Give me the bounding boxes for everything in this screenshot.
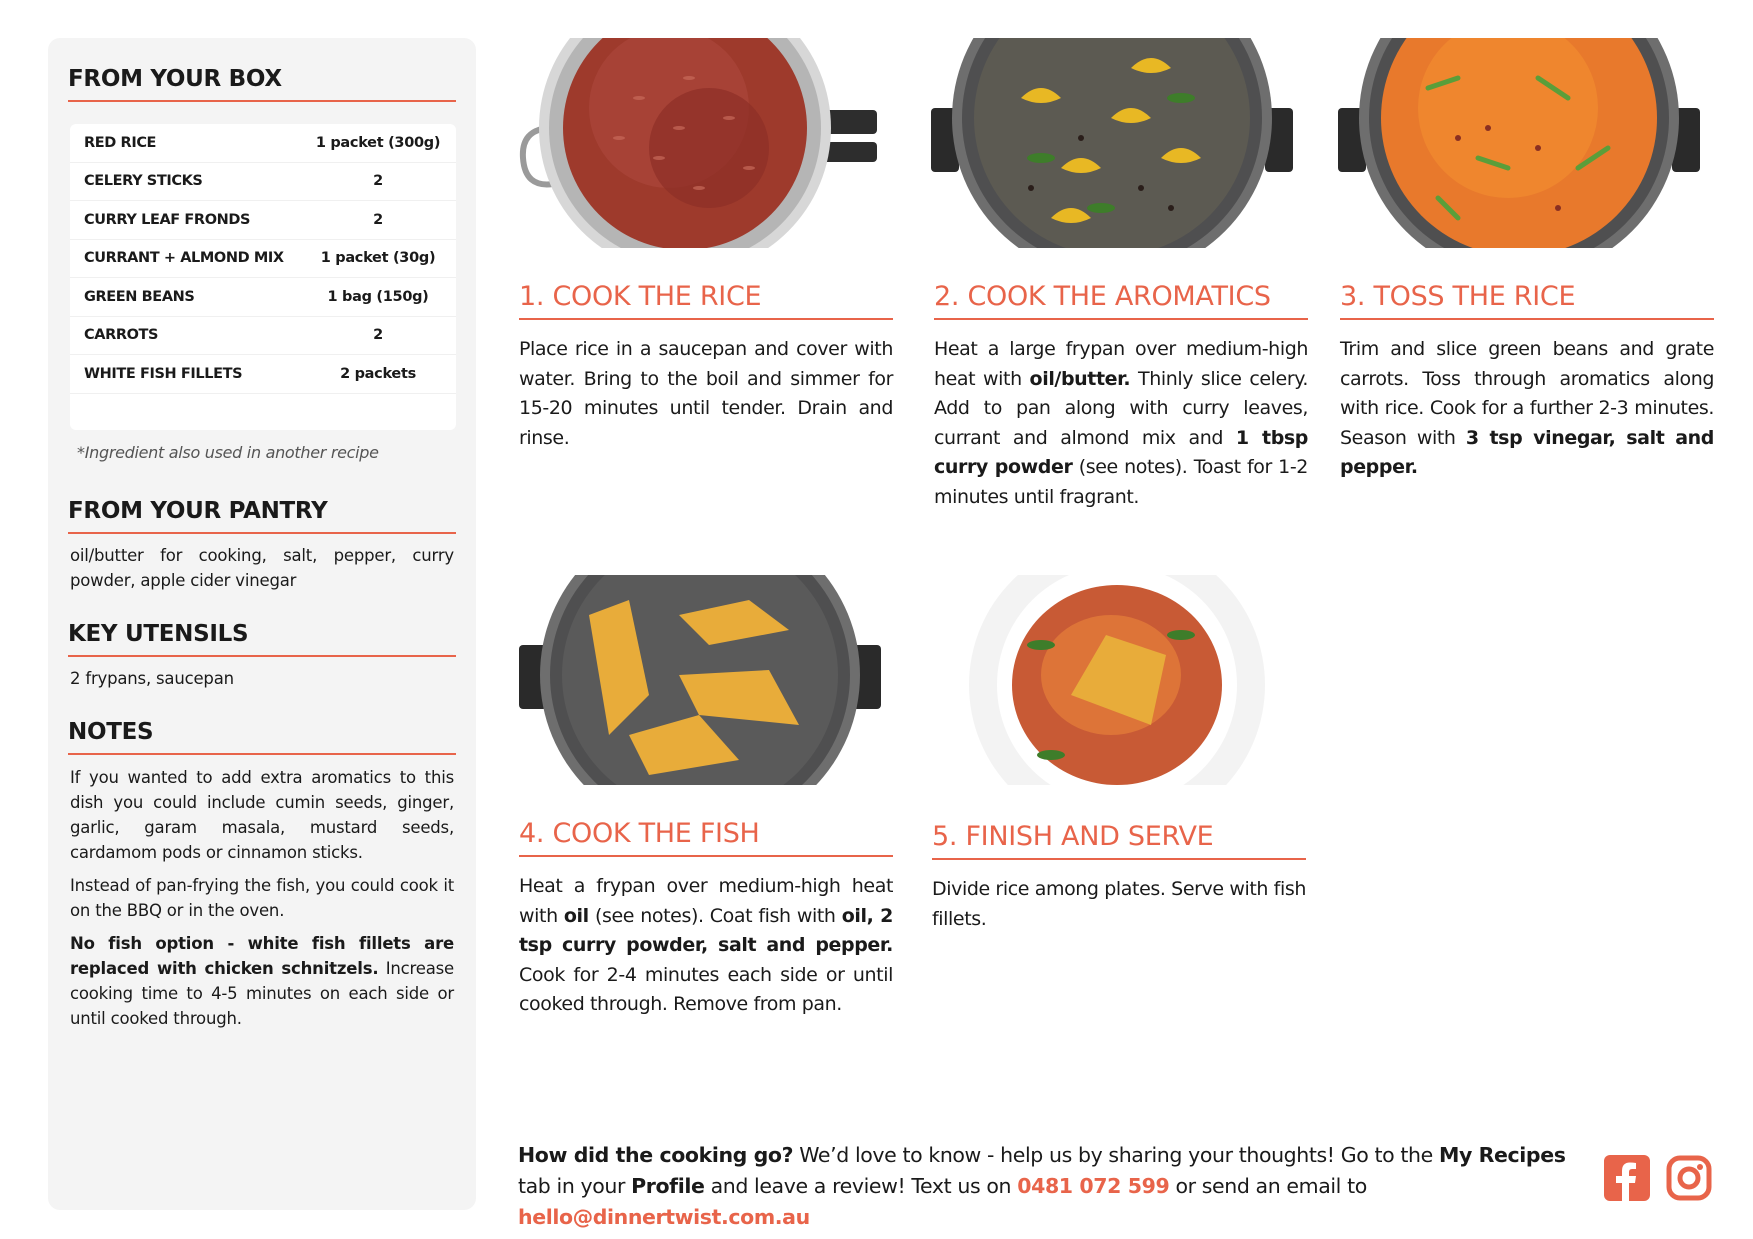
ingredient-qty: 1 bag (150g) (327, 288, 429, 305)
step-text-part: (see notes). Coat fish with (588, 904, 842, 927)
table-row (70, 355, 456, 394)
ingredient-name: CELERY STICKS (84, 173, 203, 190)
step-3-title: 3. TOSS THE RICE (1340, 281, 1714, 320)
notes-paragraph: Instead of pan-frying the fish, you could cook it on the BBQ or in the oven. (70, 876, 454, 920)
ingredient-qty: 2 (373, 173, 383, 190)
ingredient-name: RED RICE (84, 134, 157, 151)
pantry-text: oil/butter for cooking, salt, pepper, curry powder, apple cider vinegar (70, 546, 454, 590)
footer-text: tab in your (518, 1174, 632, 1198)
step-3-text (1340, 335, 1714, 483)
ingredient-qty: 1 packet (30g) (320, 250, 436, 267)
pantry-heading: FROM YOUR PANTRY (68, 498, 456, 534)
step-3-photo (1338, 38, 1700, 248)
ingredient-name: CURRY LEAF FRONDS (84, 211, 251, 228)
table-row (70, 201, 456, 240)
notes-text: Increase cooking time to 4-5 minutes on each side or until cooked through. (70, 959, 454, 1028)
ingredient-qty: 1 packet (300g) (315, 134, 441, 151)
notes-body (70, 765, 454, 1039)
ingredient-qty: 2 (373, 211, 383, 228)
my-recipes-label: My Recipes (1438, 1143, 1566, 1167)
ingredient-name: GREEN BEANS (84, 288, 195, 305)
step-text-part: Heat a large frypan over medium-high heat with (934, 338, 1308, 390)
table-row (70, 240, 456, 279)
step-text-part: Cook for 2-4 minutes each side or until cooked through. Remove from pan. (519, 963, 893, 1015)
notes-bold: No fish option - white fish fillets are replaced with chicken schnitzels. (70, 934, 454, 978)
step-text-part: Heat a frypan over medium-high heat with (519, 875, 893, 927)
facebook-icon[interactable] (1604, 1155, 1650, 1201)
instagram-icon[interactable] (1666, 1155, 1712, 1201)
step-text-bold: oil (563, 904, 589, 927)
table-row-empty (70, 394, 456, 431)
ingredient-note: *Ingredient also used in another recipe (77, 443, 379, 462)
step-1-title: 1. COOK THE RICE (519, 281, 893, 320)
ingredients-table (70, 124, 456, 430)
phone-link[interactable]: 0481 072 599 (1017, 1174, 1170, 1198)
notes-heading: NOTES (68, 719, 456, 755)
ingredient-name: CARROTS (84, 327, 159, 344)
step-text-part: Trim and slice green beans and grate carrots. Toss through aromatics along with rice. Cook for a further 2-3 minutes. Season with (1340, 338, 1714, 449)
step-4-text (519, 872, 893, 1020)
step-2-text (934, 335, 1308, 512)
table-row (70, 278, 456, 317)
notes-paragraph: If you wanted to add extra aromatics to this dish you could include cumin seeds, ginger, garlic, garam masala, mustard seeds, cardamom pods or cinnamon sticks. (70, 768, 454, 862)
step-1-photo (519, 38, 881, 248)
table-row (70, 124, 456, 163)
step-4-photo (519, 575, 881, 785)
utensils-text: 2 frypans, saucepan (70, 669, 234, 688)
step-5-photo (931, 575, 1293, 785)
feedback-footer (518, 1140, 1578, 1233)
ingredient-qty: 2 packets (340, 365, 416, 382)
step-text-bold: oil, 2 tsp curry powder, salt and pepper. (519, 904, 894, 956)
ingredient-name: CURRANT + ALMOND MIX (84, 250, 284, 267)
notes-paragraph (70, 931, 454, 1031)
table-row (70, 317, 456, 356)
step-1-text: Place rice in a saucepan and cover with water. Bring to the boil and simmer for 15-20 minutes until tender. Drain and rinse. (519, 338, 893, 449)
footer-text: or send an email to (1169, 1174, 1367, 1198)
step-text-bold: 1 tbsp curry powder (934, 426, 1309, 478)
step-4-title: 4. COOK THE FISH (519, 818, 893, 857)
step-5-title: 5. FINISH AND SERVE (932, 821, 1306, 860)
email-link[interactable]: hello@dinnertwist.com.au (518, 1205, 810, 1229)
step-text-part: Thinly slice celery. Add to pan along with curry leaves, currant and almond mix and (934, 367, 1309, 449)
step-2-photo (931, 38, 1293, 248)
footer-question: How did the cooking go? (518, 1143, 794, 1167)
step-2-title: 2. COOK THE AROMATICS (934, 281, 1308, 320)
box-heading: FROM YOUR BOX (68, 66, 456, 102)
footer-text: and leave a review! Text us on (704, 1174, 1018, 1198)
step-text-bold: 3 tsp vinegar, salt and pepper. (1340, 426, 1714, 478)
sidebar (48, 38, 476, 1210)
footer-text: We’d love to know - help us by sharing your thoughts! Go to the (793, 1143, 1439, 1167)
step-text-part: (see notes). Toast for 1-2 minutes until fragrant. (934, 456, 1308, 508)
step-5-text: Divide rice among plates. Serve with fish fillets. (932, 878, 1306, 930)
ingredient-name: WHITE FISH FILLETS (84, 365, 243, 382)
table-row (70, 163, 456, 202)
profile-label: Profile (631, 1174, 705, 1198)
step-text-bold: oil/butter. (1029, 367, 1131, 390)
ingredient-qty: 2 (373, 327, 383, 344)
utensils-heading: KEY UTENSILS (68, 621, 456, 657)
